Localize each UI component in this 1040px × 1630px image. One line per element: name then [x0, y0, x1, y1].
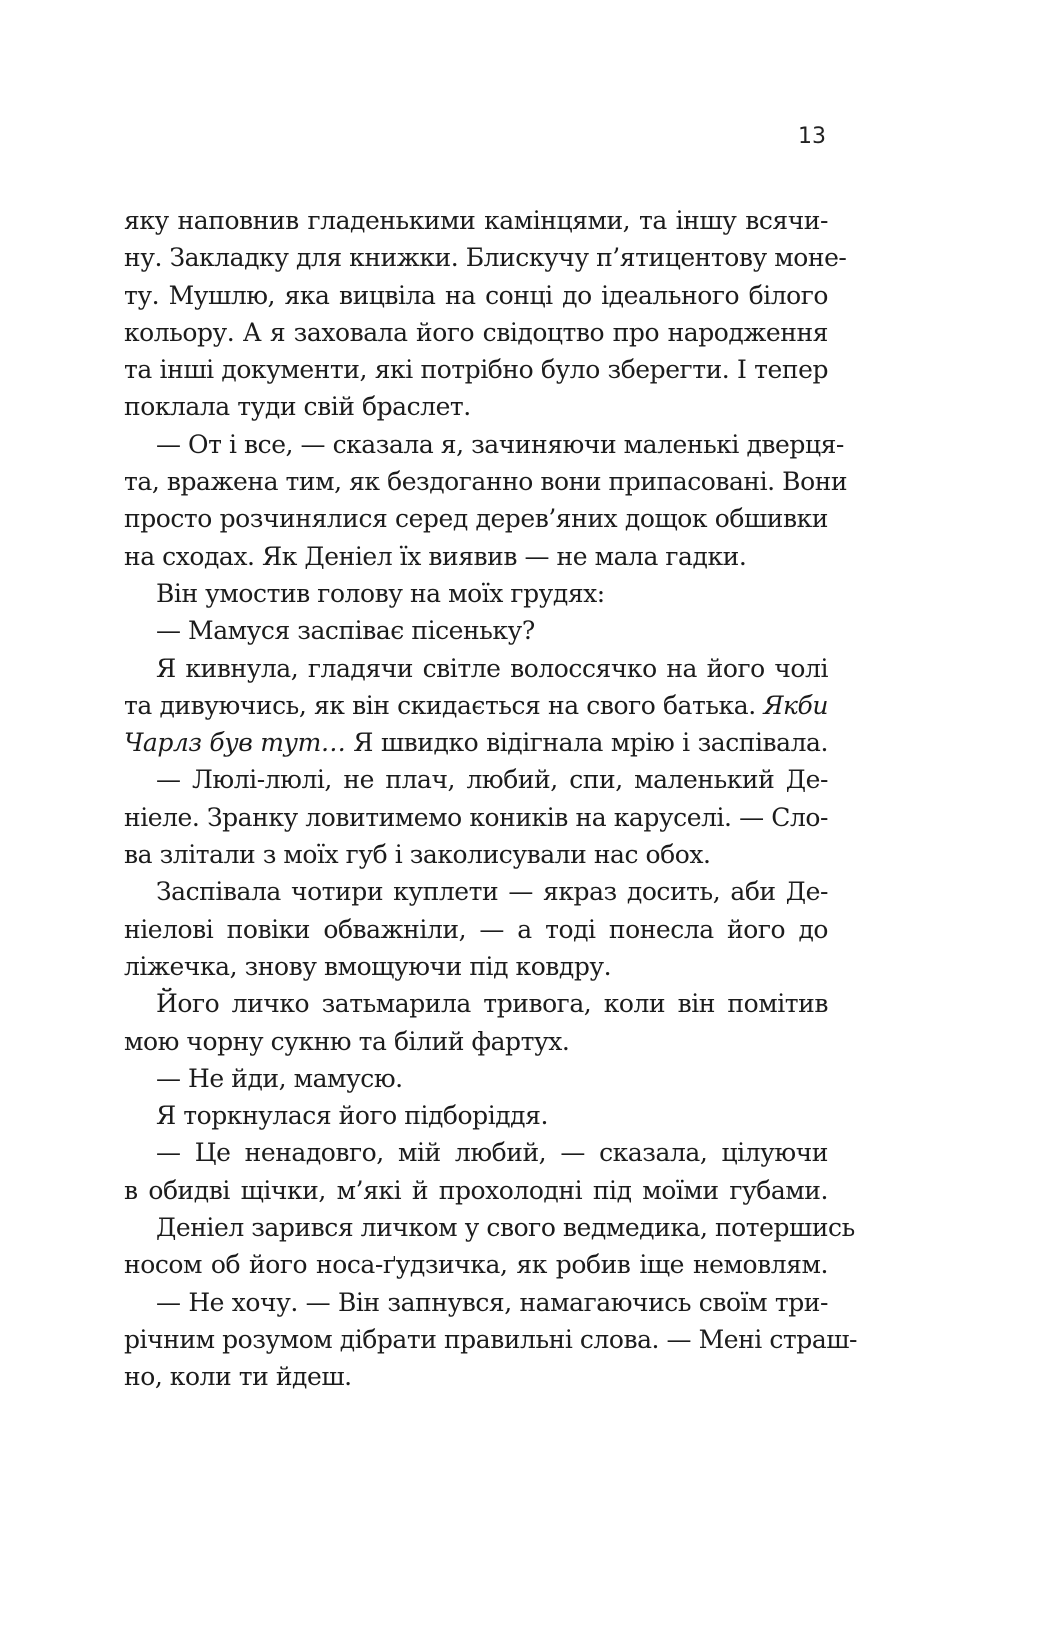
page-number: 13	[798, 124, 826, 149]
text-line: Його личко затьмарила тривога, коли він помітив	[156, 989, 828, 1019]
text-line: — Не йди, мамусю.	[156, 1063, 403, 1093]
italic-segment: Чарлз був тут…	[124, 728, 346, 758]
text-line: в обидві щічки, м’які й прохолодні під моїми губами.	[124, 1175, 828, 1205]
text-line: ту. Мушлю, яка вицвіла на сонці до ідеального білого	[124, 280, 828, 310]
text-line: яку наповнив гладенькими камінцями, та іншу всячи-	[124, 206, 828, 235]
text-line: — От і все, — сказала я, зачиняючи маленькі дверця-	[156, 429, 844, 459]
text-line: Деніел зарився личком у свого ведмедика, потершись	[156, 1213, 855, 1243]
text-line: Я торкнулася його підборіддя.	[156, 1101, 548, 1131]
text-line: Заспівала чотири куплети — якраз досить, аби Де-	[156, 877, 828, 907]
text-line: ну. Закладку для книжки. Блискучу п’ятицентову моне-	[124, 243, 847, 273]
text-segment: та дивуючись, як він скидається на свого батька.	[124, 690, 764, 720]
text-line: кольору. А я заховала його свідоцтво про народження	[124, 317, 828, 347]
italic-segment: Якби	[763, 690, 828, 720]
text-line: — Не хочу. — Він запнувся, намагаючись своїм три-	[156, 1287, 828, 1317]
text-line: ва злітали з моїх губ і заколисували нас обох.	[124, 840, 711, 870]
text-line: та, вражена тим, як бездоганно вони припасовані. Вони	[124, 467, 848, 497]
text-line: мою чорну сукню та білий фартух.	[124, 1026, 570, 1056]
text-line: просто розчинялися серед дерев’яних дощок обшивки	[124, 504, 828, 534]
text-line: но, коли ти йдеш.	[124, 1362, 352, 1392]
text-line: Він умостив голову на моїх грудях:	[156, 578, 605, 608]
text-line: ліжечка, знову вмощуючи під ковдру.	[124, 951, 612, 981]
text-segment: Я швидко відігнала мрію і заспівала.	[345, 728, 828, 758]
text-line: носом об його носа-ґудзичка, як робив іще немовлям.	[124, 1250, 828, 1280]
text-line: — Мамуся заспіває пісеньку?	[156, 616, 535, 646]
text-line: на сходах. Як Деніел їх виявив — не мала гадки.	[124, 541, 747, 571]
text-line: — Це ненадовго, мій любий, — сказала, цілуючи	[156, 1138, 828, 1168]
text-line: поклала туди свій браслет.	[124, 392, 471, 422]
text-line-mixed	[124, 724, 828, 761]
text-line: ніелові повіки обважніли, — а тоді понесла його до	[124, 914, 828, 944]
text-line: та інші документи, які потрібно було зберегти. І тепер	[124, 355, 828, 385]
text-line-mixed	[124, 687, 828, 724]
text-line: Я кивнула, гладячи світле волоссячко на його чолі	[156, 653, 828, 683]
text-line: — Люлі-люлі, не плач, любий, спи, маленький Де-	[156, 765, 828, 795]
text-line: річним розумом дібрати правильні слова. — Мені страш-	[124, 1324, 858, 1354]
body-text	[124, 202, 858, 1396]
text-line: ніеле. Зранку ловитимемо коників на каруселі. — Сло-	[124, 802, 828, 832]
